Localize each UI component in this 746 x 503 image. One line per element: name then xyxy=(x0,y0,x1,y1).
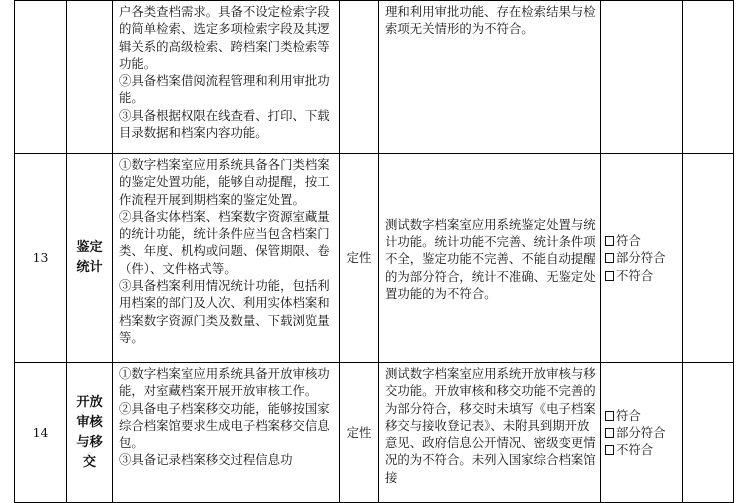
option-conform[interactable]: 符合 xyxy=(605,232,682,249)
content-paragraph: ①数字档案室应用系统具备各门类档案的鉴定处置功能，能够自动提醒，按工作流程开展到期档案的鉴定处置。 xyxy=(119,157,330,207)
option-partial[interactable]: 部分符合 xyxy=(605,249,682,266)
option-nonconform[interactable]: 不符合 xyxy=(605,267,682,284)
row-type: 定性 xyxy=(340,154,379,363)
row-type xyxy=(340,1,379,154)
row-number: 13 xyxy=(15,154,67,363)
content-paragraph: ③具备记录档案移交过程信息功 xyxy=(119,452,293,468)
row-remark xyxy=(683,1,734,154)
row-number xyxy=(15,1,67,154)
row-remark xyxy=(683,154,734,363)
checkbox-icon xyxy=(605,253,614,263)
evaluation-table-page xyxy=(14,0,733,497)
checkbox-icon xyxy=(605,445,614,455)
checkbox-icon xyxy=(605,428,614,438)
row-item: 开放审核与移交 xyxy=(67,363,113,503)
method-text: 理和利用审批功能、存在检索结果与检索项无关情形的为不符合。 xyxy=(385,4,596,37)
row-options xyxy=(601,1,683,154)
row-type: 定性 xyxy=(340,363,379,503)
table-row-13 xyxy=(15,154,734,363)
option-nonconform[interactable]: 不符合 xyxy=(605,441,682,458)
checkbox-icon xyxy=(605,411,614,421)
row-item: 鉴定统计 xyxy=(67,154,113,363)
row-content xyxy=(113,363,340,503)
content-paragraph: ①数字档案室应用系统具备开放审核功能，对室藏档案开展开放审核工作。 xyxy=(119,366,330,399)
row-options xyxy=(601,154,683,363)
table-row-continued xyxy=(15,1,734,154)
option-conform[interactable]: 符合 xyxy=(605,407,682,424)
content-paragraph: ③具备档案利用情况统计功能，包括利用档案的部门及人次、利用实体档案和档案数字资源门类及数量、下载浏览量等。 xyxy=(119,278,330,345)
content-paragraph: ②具备电子档案移交功能，能够按国家综合档案馆要求生成电子档案移交信息包。 xyxy=(119,400,330,451)
method-text: 测试数字档案室应用系统开放审核与移交功能。开放审核和移交功能不完善的为部分符合，移交时未填写《电子档案移交与接收登记表》、未附具到期开放意见、政府信息公开情况、密级变更情况的为不符合。未列入国家综合档案馆接 xyxy=(385,366,596,485)
row-number: 14 xyxy=(15,363,67,503)
content-paragraph: 户各类查档需求。具备不设定检索字段的简单检索、选定多项检索字段及其逻辑关系的高级检索、跨档案门类检索等功能。 xyxy=(119,4,330,71)
row-method xyxy=(379,154,601,363)
method-text: 测试数字档案室应用系统鉴定处置与统计功能。统计功能不完善、统计条件项不全，鉴定功能不完善、不能自动提醒的为部分符合，统计不准确、无鉴定处置功能的为不符合。 xyxy=(385,216,596,301)
row-content xyxy=(113,154,340,363)
row-content xyxy=(113,1,340,154)
option-partial[interactable]: 部分符合 xyxy=(605,424,682,441)
row-method xyxy=(379,363,601,503)
content-paragraph: ②具备档案借阅流程管理和利用审批功能。 xyxy=(119,73,330,106)
checkbox-icon xyxy=(605,271,614,281)
row-item xyxy=(67,1,113,154)
content-paragraph: ③具备根据权限在线查看、打印、下载目录数据和档案内容功能。 xyxy=(119,107,330,141)
evaluation-table xyxy=(14,0,734,503)
content-paragraph: ②具备实体档案、档案数字资源室藏量的统计功能，统计条件应当包含档案门类、年度、机构或问题、保管期限、卷（件）、文件格式等。 xyxy=(119,208,330,276)
table-row-14 xyxy=(15,363,734,503)
row-method xyxy=(379,1,601,154)
row-remark xyxy=(683,363,734,503)
checkbox-icon xyxy=(605,236,614,246)
row-options xyxy=(601,363,683,503)
